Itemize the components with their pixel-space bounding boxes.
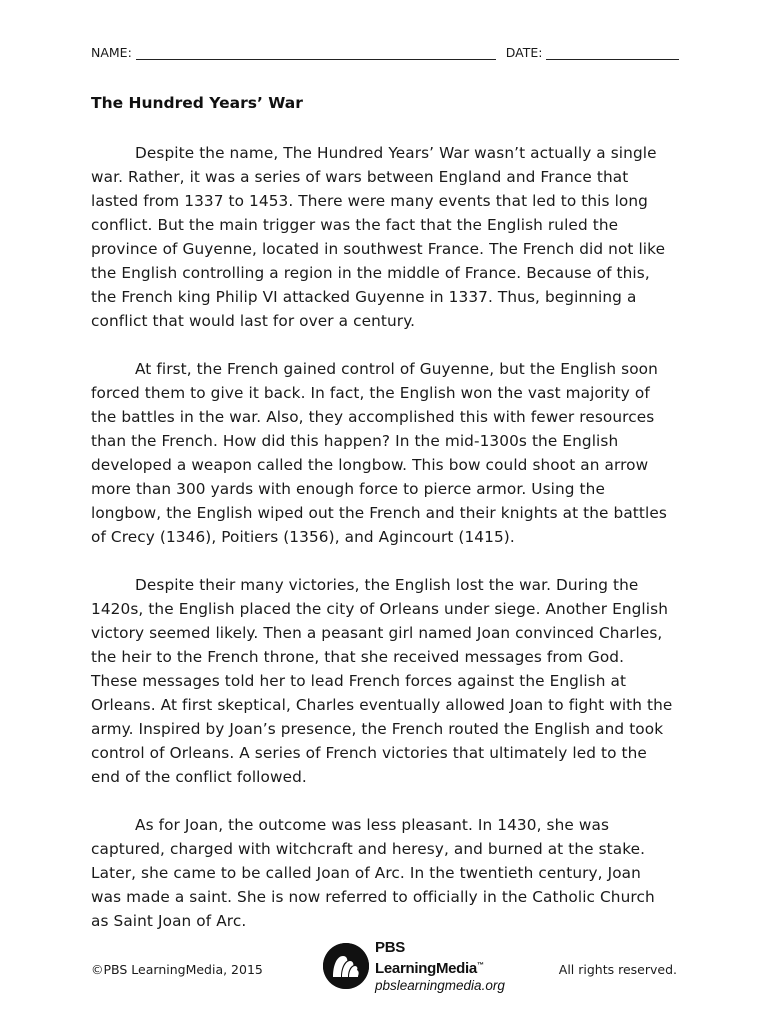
logo-url: pbslearningmedia.org [375, 977, 505, 993]
copyright-text: ©PBS LearningMedia, 2015 [91, 962, 263, 977]
header-fields [91, 40, 679, 60]
name-label: NAME: [91, 45, 132, 60]
rights-text: All rights reserved. [558, 962, 677, 977]
page-title: The Hundred Years’ War [91, 94, 303, 112]
paragraph: At first, the French gained control of Guyenne, but the English soon forced them to give it back. In fact, the English won the vast majority of the battles in the war. Also, they accomplished this with fewer resources than the French. How did this happen? In the mid-1300s the English developed a weapon called the longbow. This bow could shoot an arrow more than 300 yards with enough force to pierce armor. Using the longbow, the English wiped out the French and their knights at the battles of Crecy (1346), Poitiers (1356), and Agincourt (1415). [91, 360, 667, 546]
date-field[interactable] [546, 45, 679, 60]
pbs-logo [323, 938, 513, 993]
article-body [91, 141, 675, 957]
paragraph: Despite their many victories, the English lost the war. During the 1420s, the English placed the city of Orleans under siege. Another English victory seemed likely. Then a peasant girl named Joan convinced Charles, the heir to the French throne, that she received messages from God. These messages told her to lead French forces against the English at Orleans. At first skeptical, Charles eventually allowed Joan to fight with the army. Inspired by Joan’s presence, the French routed the English and took control of Orleans. A series of French victories that ultimately led to the end of the conflict followed. [91, 576, 673, 786]
pbs-heads-icon [323, 943, 369, 989]
paragraph: Despite the name, The Hundred Years’ War wasn’t actually a single war. Rather, it was a series of wars between England and France that lasted from 1337 to 1453. There were many events that led to this long conflict. But the main trigger was the fact that the English ruled the province of Guyenne, located in southwest France. The French did not like the English controlling a region in the middle of France. Because of this, the French king Philip VI attacked Guyenne in 1337. Thus, beginning a conflict that would last for over a century. [91, 144, 666, 330]
logo-trademark: ™ [476, 961, 484, 969]
logo-name: PBS LearningMedia [375, 938, 477, 977]
date-label: DATE: [505, 45, 543, 60]
paragraph: As for Joan, the outcome was less pleasant. In 1430, she was captured, charged with witchcraft and heresy, and burned at the stake. Later, she came to be called Joan of Arc. In the twentieth century, Joan was made a saint. She is now referred to officially in the Catholic Church as Saint Joan of Arc. [91, 816, 655, 930]
name-field[interactable] [136, 45, 496, 60]
